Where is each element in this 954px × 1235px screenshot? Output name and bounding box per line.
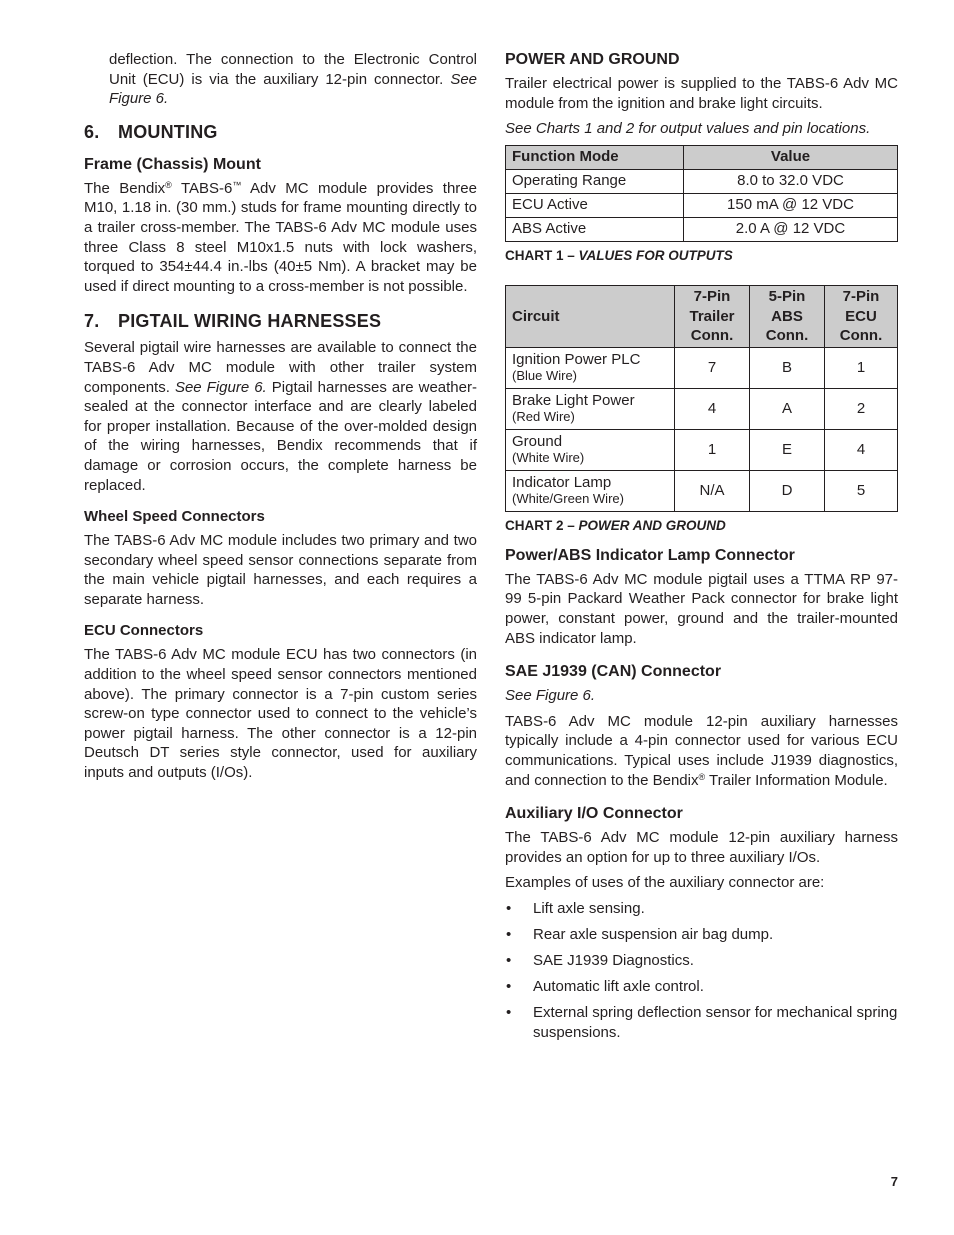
header-line: 7-Pin xyxy=(842,288,880,306)
bullet-icon: • xyxy=(506,978,512,996)
header-line: 7-Pin xyxy=(693,288,731,306)
header-line: Trailer xyxy=(689,307,735,325)
chart2-abs-cell: A xyxy=(750,388,825,429)
wheel-speed-paragraph: The TABS-6 Adv MC module includes two primary and two secondary wheel speed sensor connections separate from the main vehicle pigtail harnesses, and each requires a separate harness. xyxy=(84,532,477,608)
pigtail-text-b: Pigtail harnesses are weather-sealed at the connector interface and are clearly labeled for proper installation. Because of the over-molded design of the wiring harnesses, Bendix recommends that if damage or corrosion occurs, the complete harness be replaced. xyxy=(84,378,477,494)
circuit-name: Ground xyxy=(512,433,563,451)
chart1-caption-title: VALUES FOR OUTPUTS xyxy=(578,247,733,263)
sae-connector-paragraph xyxy=(505,712,898,790)
chart2-caption-title: POWER AND GROUND xyxy=(578,517,726,533)
header-line: Conn. xyxy=(690,327,734,345)
chart1-value-cell: 150 mA @ 12 VDC xyxy=(684,193,898,217)
chart1-caption-label: CHART 1 – xyxy=(505,247,575,263)
lamp-connector-paragraph: The TABS-6 Adv MC module pigtail uses a TTMA RP 97-99 5-pin Packard Weather Pack connector for brake light power, constant power, ground and the trailer-mounted ABS indicator lamp. xyxy=(505,570,898,647)
chart2-abs-cell: E xyxy=(750,429,825,470)
chart2-caption xyxy=(505,517,898,534)
chart2-trailer-cell: 4 xyxy=(675,388,750,429)
bullet-icon: • xyxy=(506,1004,512,1022)
chart2-circuit-cell xyxy=(506,470,675,511)
bullet-icon: • xyxy=(506,952,512,970)
list-item-text: SAE J1939 Diagnostics. xyxy=(533,952,694,970)
aux-connector-heading: Auxiliary I/O Connector xyxy=(505,805,683,823)
chart1-value-cell: 8.0 to 32.0 VDC xyxy=(684,169,898,193)
bullet-icon: • xyxy=(506,899,512,917)
ecu-connectors-paragraph: The TABS-6 Adv MC module ECU has two connectors (in addition to the wheel speed sensor connectors mentioned above). The primary connector is a 7-pin custom series screw-on type connector used to connect to the vehicle’s power pigtail harness. The other connector is a 12-pin Deutsch DT series style connector, used for auxiliary inputs and outputs (I/Os). xyxy=(84,646,477,782)
power-ground-ref: See Charts 1 and 2 for output values and pin locations. xyxy=(505,120,871,138)
pigtail-title: PIGTAIL WIRING HARNESSES xyxy=(118,311,382,332)
circuit-name: Brake Light Power xyxy=(512,392,635,410)
right-column xyxy=(505,50,898,1049)
chart1-caption xyxy=(505,247,898,264)
table-row xyxy=(506,217,898,241)
chart2-circuit-cell xyxy=(506,388,675,429)
chart2-header-abs xyxy=(750,285,825,347)
table-row xyxy=(506,169,898,193)
wire-color: (Red Wire) xyxy=(512,409,575,425)
pigtail-text-a: Several pigtail wire harnesses are available to connect the TABS-6 Adv MC module with other trailer system components. xyxy=(84,339,477,396)
chart1-header-function-mode: Function Mode xyxy=(506,145,684,169)
chart2-ecu-cell: 4 xyxy=(825,429,898,470)
pigtail-paragraph xyxy=(84,338,477,495)
power-ground-heading: POWER AND GROUND xyxy=(505,51,680,68)
table-row xyxy=(506,388,898,429)
intro-figure-ref: See Figure 6. xyxy=(109,70,478,108)
intro-text: deflection. The connection to the Electronic Control Unit (ECU) is via the auxiliary 12-pin connector. xyxy=(109,51,477,88)
chart2-trailer-cell: 1 xyxy=(675,429,750,470)
ecu-connectors-heading: ECU Connectors xyxy=(84,622,204,640)
pigtail-heading xyxy=(84,310,477,332)
chart2-caption-label: CHART 2 – xyxy=(505,517,575,533)
intro-paragraph xyxy=(84,50,477,109)
frame-mount-heading: Frame (Chassis) Mount xyxy=(84,155,261,173)
chart2-abs-cell: D xyxy=(750,470,825,511)
list-item-text: Rear axle suspension air bag dump. xyxy=(533,926,774,943)
chart1-header-value: Value xyxy=(684,145,898,169)
chart2-header-ecu xyxy=(825,285,898,347)
chart2-circuit-cell xyxy=(506,429,675,470)
circuit-name: Ignition Power PLC xyxy=(512,351,641,369)
header-line: 5-Pin xyxy=(768,288,806,306)
aux-examples-list xyxy=(505,899,898,1043)
lamp-connector-heading: Power/ABS Indicator Lamp Connector xyxy=(505,546,795,564)
power-ground-paragraph: Trailer electrical power is supplied to the TABS-6 Adv MC module from the ignition and brake light circuits. xyxy=(505,75,898,112)
chart1-mode-cell: ECU Active xyxy=(506,193,684,217)
chart1-mode-cell: Operating Range xyxy=(506,169,684,193)
wire-color: (Blue Wire) xyxy=(512,368,578,384)
frame-text-b: TABS-6 xyxy=(171,179,233,197)
trademark-mark: ™ xyxy=(232,179,242,190)
header-line: ABS xyxy=(771,307,803,325)
left-column xyxy=(84,50,477,789)
page-number: 7 xyxy=(890,1174,898,1189)
sae-figure-ref: See Figure 6. xyxy=(505,687,596,705)
table-row xyxy=(506,347,898,388)
table-row xyxy=(506,193,898,217)
chart2-ecu-cell: 5 xyxy=(825,470,898,511)
chart2-ecu-cell: 2 xyxy=(825,388,898,429)
chart1-value-cell: 2.0 A @ 12 VDC xyxy=(684,217,898,241)
chart1-table xyxy=(505,145,898,242)
aux-connector-paragraph: The TABS-6 Adv MC module 12-pin auxiliary harness provides an option for up to three auxiliary I/Os. xyxy=(505,829,898,866)
chart2-header-circuit: Circuit xyxy=(506,285,675,347)
wire-color: (White Wire) xyxy=(512,450,585,466)
chart2-ecu-cell: 1 xyxy=(825,347,898,388)
list-item xyxy=(505,899,898,919)
chart2-header-trailer xyxy=(675,285,750,347)
bullet-icon: • xyxy=(506,926,512,943)
frame-text-a: The Bendix xyxy=(84,179,166,197)
list-item xyxy=(505,1003,898,1042)
list-item xyxy=(505,925,898,945)
wire-color: (White/Green Wire) xyxy=(512,491,624,507)
chart2-header-row xyxy=(506,285,898,347)
list-item xyxy=(505,951,898,971)
list-item xyxy=(505,977,898,997)
header-line: Conn. xyxy=(765,327,809,345)
sae-text-b: Trailer Information Module. xyxy=(705,771,888,789)
list-item-text: External spring deflection sensor for mechanical spring suspensions. xyxy=(533,1004,898,1041)
chart2-trailer-cell: N/A xyxy=(675,470,750,511)
table-row xyxy=(506,429,898,470)
chart2-circuit-cell xyxy=(506,347,675,388)
chart2-trailer-cell: 7 xyxy=(675,347,750,388)
aux-examples-intro: Examples of uses of the auxiliary connector are: xyxy=(505,874,825,892)
header-line: Conn. xyxy=(839,327,883,345)
sae-text-a: TABS-6 Adv MC module 12-pin auxiliary harnesses typically include a 4-pin connector used for various ECU communications. Typical uses include J1939 diagnostics, and connection to the Bendix xyxy=(505,712,898,789)
pigtail-figure-ref: See Figure 6. xyxy=(174,378,267,396)
circuit-name: Indicator Lamp xyxy=(512,474,612,492)
registered-mark: ® xyxy=(165,179,172,190)
chart1-header-row xyxy=(506,145,898,169)
header-line: ECU xyxy=(845,307,877,325)
wheel-speed-heading: Wheel Speed Connectors xyxy=(84,508,265,526)
list-item-text: Automatic lift axle control. xyxy=(533,978,704,996)
frame-mount-paragraph xyxy=(84,179,477,297)
chart2-abs-cell: B xyxy=(750,347,825,388)
registered-mark: ® xyxy=(698,771,706,782)
mounting-number: 6. xyxy=(84,121,100,142)
mounting-heading xyxy=(84,121,477,143)
frame-text-c: Adv MC module provides three M10, 1.18 in. (30 mm.) studs for frame mounting directly to a trailer cross-member. The TABS-6 Adv MC module uses three Class 8 steel M10x1.5 nuts with lock washers, torqued to 354±44.4 in.-lbs (40±5 Nm). A bracket may be used if direct mounting to a cross-member is not possible. xyxy=(84,179,477,295)
mounting-title: MOUNTING xyxy=(118,121,218,142)
sae-connector-heading: SAE J1939 (CAN) Connector xyxy=(505,663,722,681)
pigtail-number: 7. xyxy=(84,311,100,332)
chart1-mode-cell: ABS Active xyxy=(506,217,684,241)
chart2-table xyxy=(505,285,898,512)
list-item-text: Lift axle sensing. xyxy=(533,899,645,917)
table-row xyxy=(506,470,898,511)
